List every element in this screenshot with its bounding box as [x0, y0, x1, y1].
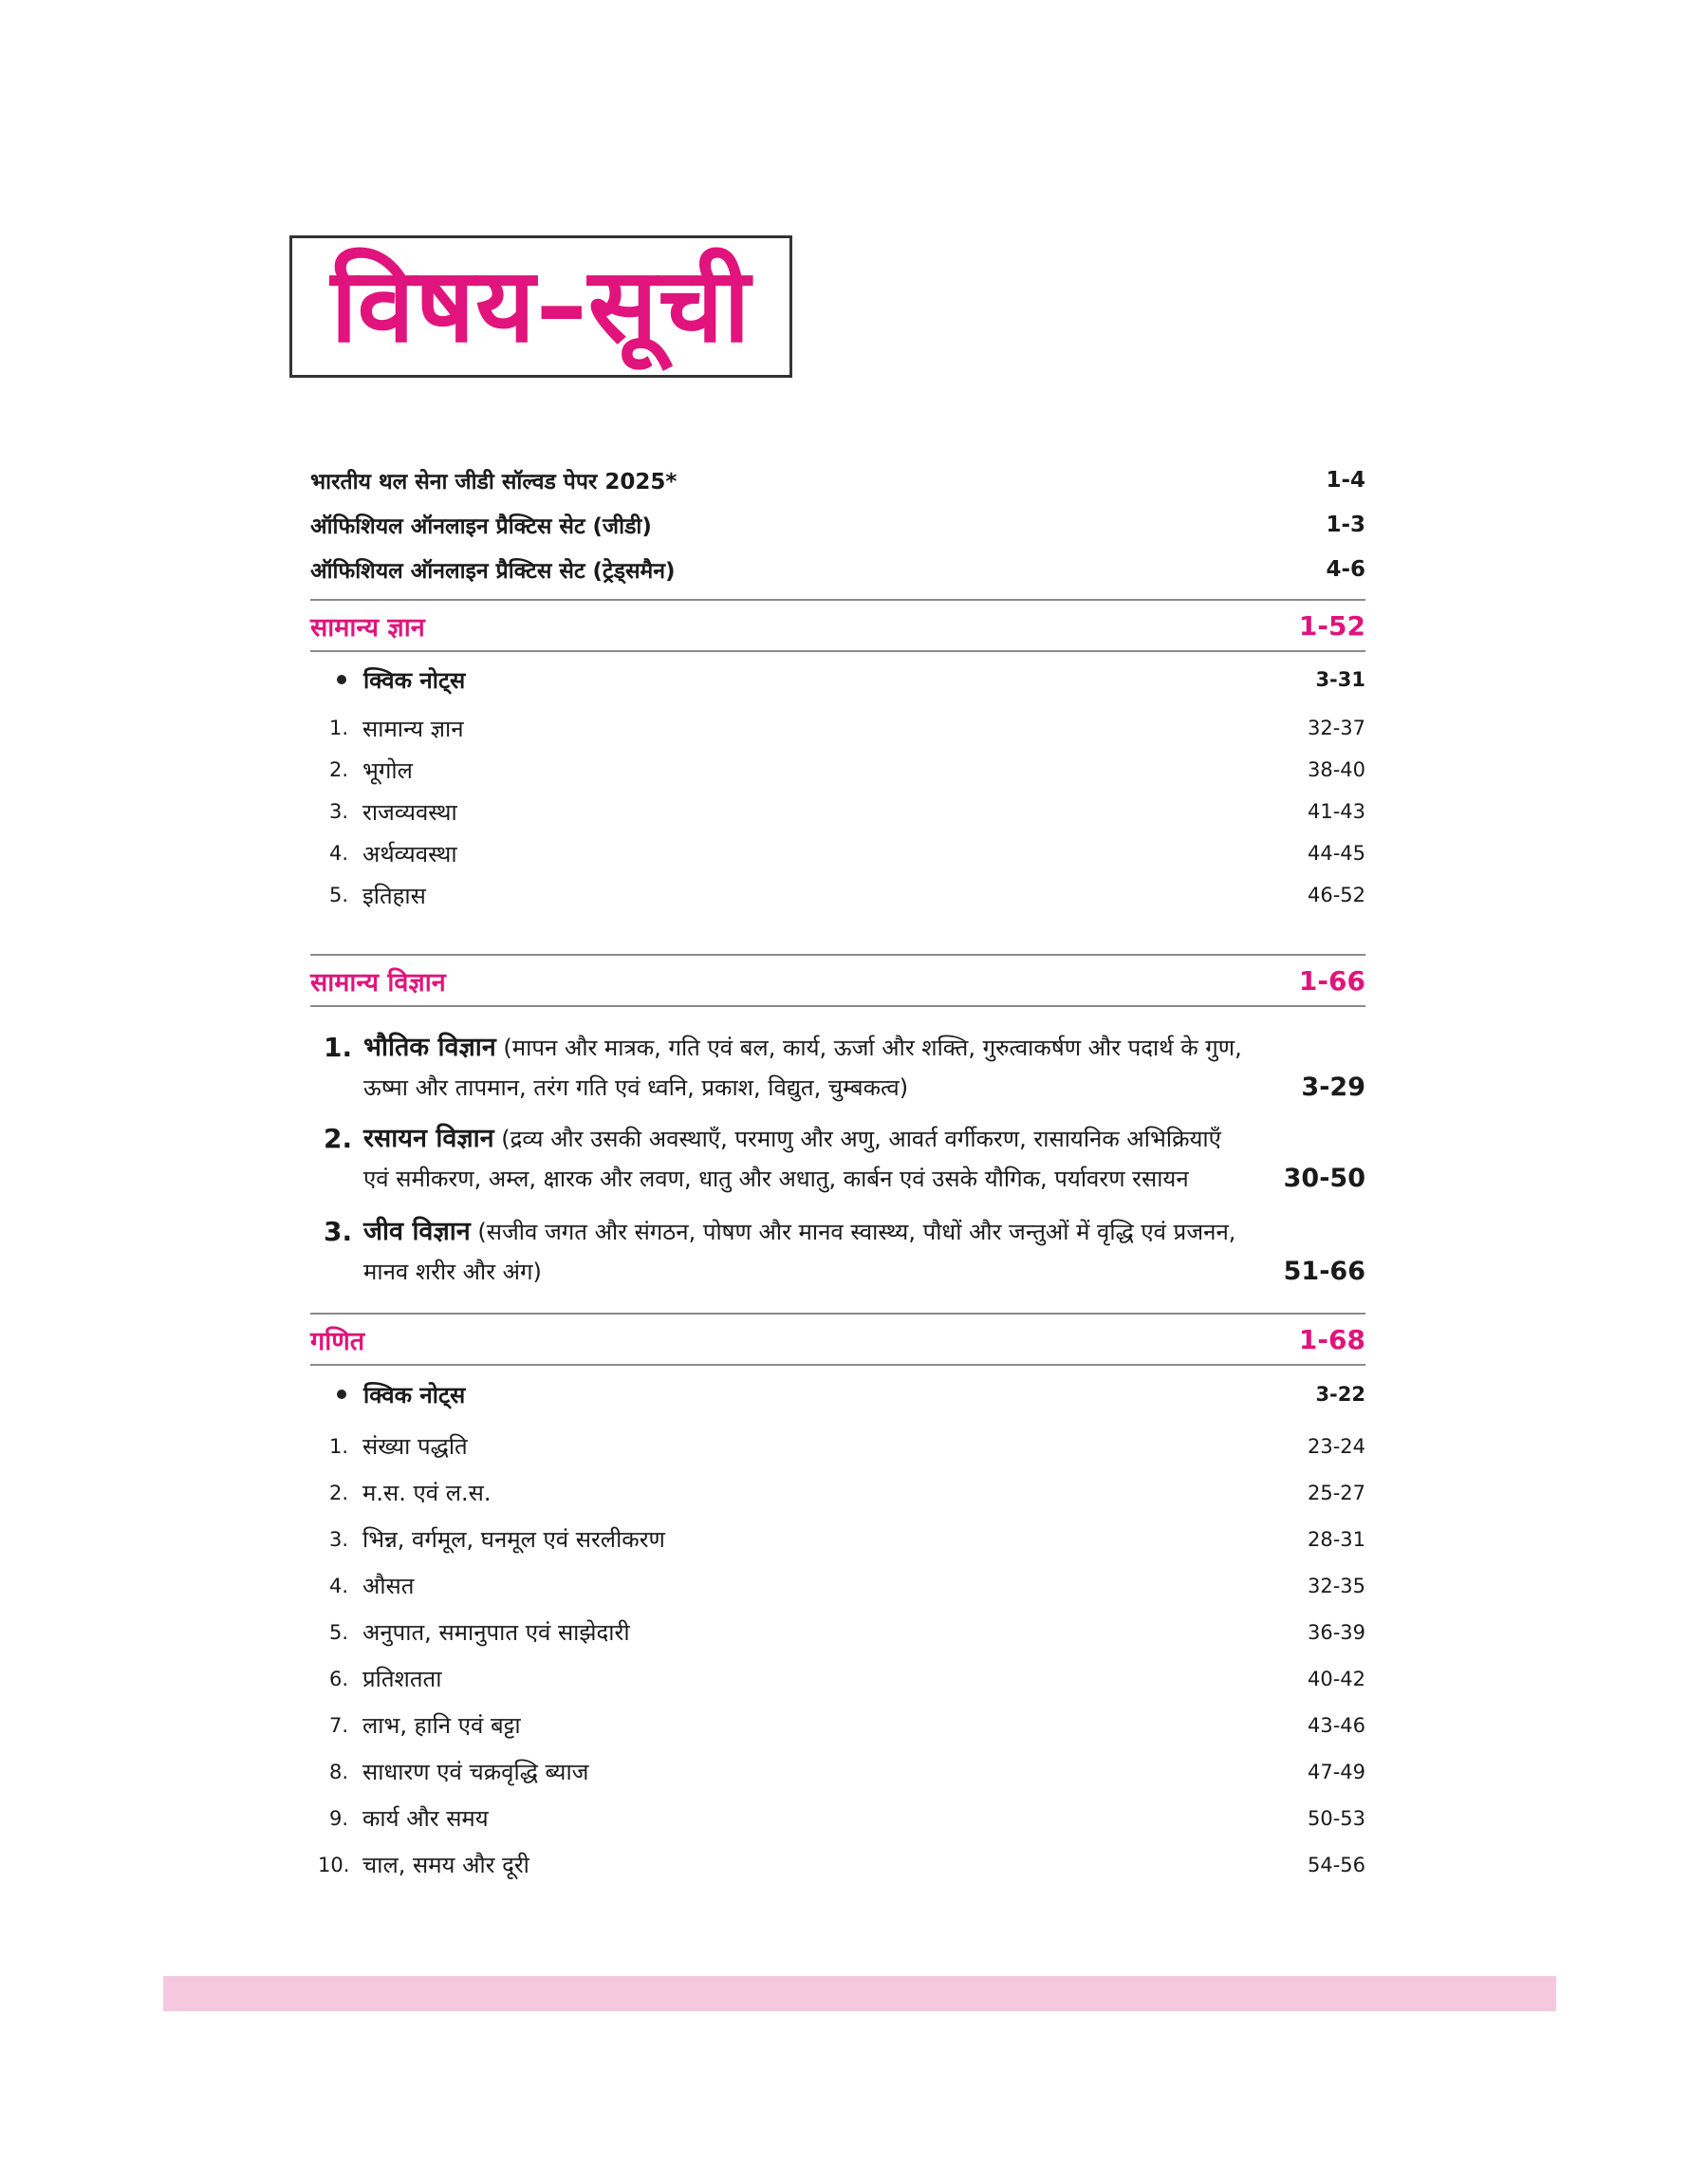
entry-label: राजव्यवस्था — [362, 798, 457, 826]
toc-entry[interactable] — [310, 1469, 1365, 1516]
entry-label: भारतीय थल सेना जीडी सॉल्वड पेपर 2025* — [310, 469, 678, 494]
table-of-contents — [310, 457, 1365, 1888]
entry-label: औसत — [362, 1573, 415, 1599]
toc-entry[interactable] — [310, 1562, 1365, 1609]
entry-pages: 32-37 — [1307, 717, 1365, 739]
toc-entry[interactable] — [310, 707, 1365, 749]
entry-pages: 46-52 — [1307, 884, 1365, 906]
toc-entry-quick-notes[interactable] — [310, 652, 1365, 707]
bullet-icon — [337, 675, 346, 684]
toc-entry[interactable] — [310, 1516, 1365, 1562]
entry-label: ऑफिशियल ऑनलाइन प्रैक्टिस सेट (जीडी) — [310, 513, 652, 539]
entry-label: अर्थव्यवस्था — [362, 840, 457, 868]
section-title: सामान्य ज्ञान — [310, 612, 425, 643]
section-pages: 1-66 — [1298, 964, 1365, 997]
entry-number: 3. — [324, 1216, 353, 1247]
entry-pages: 54-56 — [1307, 1853, 1365, 1876]
entry-number: 4. — [329, 842, 349, 865]
toc-entry[interactable] — [310, 502, 1365, 547]
entry-label: भिन्न, वर्गमूल, घनमूल एवं सरलीकरण — [362, 1526, 665, 1553]
entry-label: कार्य और समय — [362, 1805, 489, 1832]
entry-label: साधारण एवं चक्रवृद्धि ब्याज — [362, 1759, 589, 1785]
toc-entry[interactable] — [310, 457, 1365, 502]
title-box — [289, 235, 792, 378]
section-header-gk[interactable] — [310, 599, 1365, 652]
toc-entry-physics[interactable] — [310, 1028, 1365, 1108]
entry-description: (सजीव जगत और संगठन, पोषण और मानव स्वास्थ्य, पौधों और जन्तुओं में वृद्धि एवं प्रजनन, मानव शरीर और अंग) — [363, 1219, 1236, 1285]
toc-entry[interactable] — [310, 791, 1365, 832]
entry-label: इतिहास — [362, 882, 426, 909]
entry-pages: 38-40 — [1307, 758, 1365, 781]
entry-label: संख्या पद्धति — [362, 1433, 468, 1460]
entry-number: 5. — [329, 1620, 349, 1644]
entry-pages: 3-31 — [1315, 668, 1365, 691]
section-header-math[interactable] — [310, 1313, 1365, 1366]
entry-title: रसायन विज्ञान — [363, 1124, 494, 1153]
entry-label: चाल, समय और दूरी — [362, 1852, 529, 1878]
entry-label: सामान्य ज्ञान — [362, 715, 464, 742]
entry-number: 1. — [324, 1032, 353, 1063]
entry-pages: 47-49 — [1307, 1760, 1365, 1783]
toc-entry[interactable] — [310, 1795, 1365, 1841]
entry-pages: 41-43 — [1307, 800, 1365, 823]
entry-pages: 30-50 — [1283, 1164, 1365, 1193]
entry-number: 4. — [329, 1574, 349, 1597]
entry-label: ऑफिशियल ऑनलाइन प्रैक्टिस सेट (ट्रेड्समैन) — [310, 558, 676, 584]
toc-entry-quick-notes[interactable] — [310, 1366, 1365, 1423]
entry-pages: 23-24 — [1307, 1434, 1365, 1458]
toc-entry-chemistry[interactable] — [310, 1119, 1365, 1199]
entry-label: भूगोल — [362, 756, 413, 784]
entry-pages: 32-35 — [1307, 1574, 1365, 1597]
entry-pages: 43-46 — [1307, 1713, 1365, 1737]
entry-number: 6. — [329, 1667, 349, 1690]
toc-entry[interactable] — [310, 1841, 1365, 1888]
entry-number: 1. — [329, 717, 349, 739]
toc-entry[interactable] — [310, 1702, 1365, 1748]
entry-pages: 51-66 — [1283, 1257, 1365, 1286]
toc-entry[interactable] — [310, 547, 1365, 591]
entry-pages: 4-6 — [1326, 556, 1365, 582]
entry-label: अनुपात, समानुपात एवं साझेदारी — [362, 1619, 630, 1646]
entry-number: 5. — [329, 884, 349, 906]
entry-label: लाभ, हानि एवं बट्टा — [362, 1712, 521, 1739]
entry-number: 10. — [318, 1853, 350, 1876]
entry-number: 2. — [329, 1481, 349, 1504]
entry-pages: 36-39 — [1307, 1620, 1365, 1644]
entry-number: 9. — [329, 1806, 349, 1830]
toc-entry[interactable] — [310, 874, 1365, 916]
section-title: सामान्य विज्ञान — [310, 967, 446, 998]
section-pages: 1-68 — [1298, 1323, 1365, 1355]
toc-entry[interactable] — [310, 832, 1365, 874]
entry-pages: 25-27 — [1307, 1481, 1365, 1504]
entry-number: 3. — [329, 1527, 349, 1551]
entry-pages: 3-29 — [1301, 1073, 1365, 1102]
entry-number: 2. — [329, 758, 349, 781]
entry-pages: 44-45 — [1307, 842, 1365, 865]
entry-pages: 1-4 — [1326, 467, 1365, 493]
section-header-science[interactable] — [310, 954, 1365, 1007]
page-title: विषय–सूची — [330, 247, 752, 365]
entry-title: जीव विज्ञान — [363, 1217, 471, 1246]
entry-description: (द्रव्य और उसकी अवस्थाएँ, परमाणु और अणु, आवर्त वर्गीकरण, रासायनिक अभिक्रियाएँ एवं समीकरण, अम्ल, क्षारक और लवण, धातु और अधातु, कार्बन एवं उसके यौगिक, पर्यावरण रसायन — [363, 1126, 1221, 1192]
bullet-icon — [337, 1390, 346, 1399]
entry-pages: 1-3 — [1326, 512, 1365, 537]
entry-pages: 28-31 — [1307, 1527, 1365, 1551]
entry-title: भौतिक विज्ञान — [363, 1033, 496, 1062]
entry-number: 2. — [324, 1123, 353, 1154]
section-pages: 1-52 — [1298, 609, 1365, 642]
entry-pages: 3-22 — [1315, 1383, 1365, 1406]
entry-label: क्विक नोट्स — [363, 1381, 466, 1409]
entry-label: प्रतिशतता — [362, 1666, 442, 1692]
entry-number: 3. — [329, 800, 349, 823]
entry-pages: 40-42 — [1307, 1667, 1365, 1690]
entry-number: 1. — [329, 1434, 349, 1458]
toc-entry[interactable] — [310, 1655, 1365, 1702]
entry-pages: 50-53 — [1307, 1806, 1365, 1830]
toc-entry-biology[interactable] — [310, 1212, 1365, 1292]
entry-number: 7. — [329, 1713, 349, 1737]
section-title: गणित — [310, 1326, 365, 1356]
toc-entry[interactable] — [310, 1609, 1365, 1655]
toc-entry[interactable] — [310, 1748, 1365, 1795]
footer-bar — [163, 1976, 1556, 2011]
entry-label: क्विक नोट्स — [363, 666, 466, 694]
toc-entry[interactable] — [310, 749, 1365, 791]
entry-label: म.स. एवं ल.स. — [362, 1480, 492, 1506]
entry-number: 8. — [329, 1760, 349, 1783]
entry-description: (मापन और मात्रक, गति एवं बल, कार्य, ऊर्जा और शक्ति, गुरुत्वाकर्षण और पदार्थ के गुण, ऊष्मा और तापमान, तरंग गति एवं ध्वनि, प्रकाश, विद्युत, चुम्बकत्व) — [363, 1035, 1242, 1101]
toc-entry[interactable] — [310, 1423, 1365, 1469]
